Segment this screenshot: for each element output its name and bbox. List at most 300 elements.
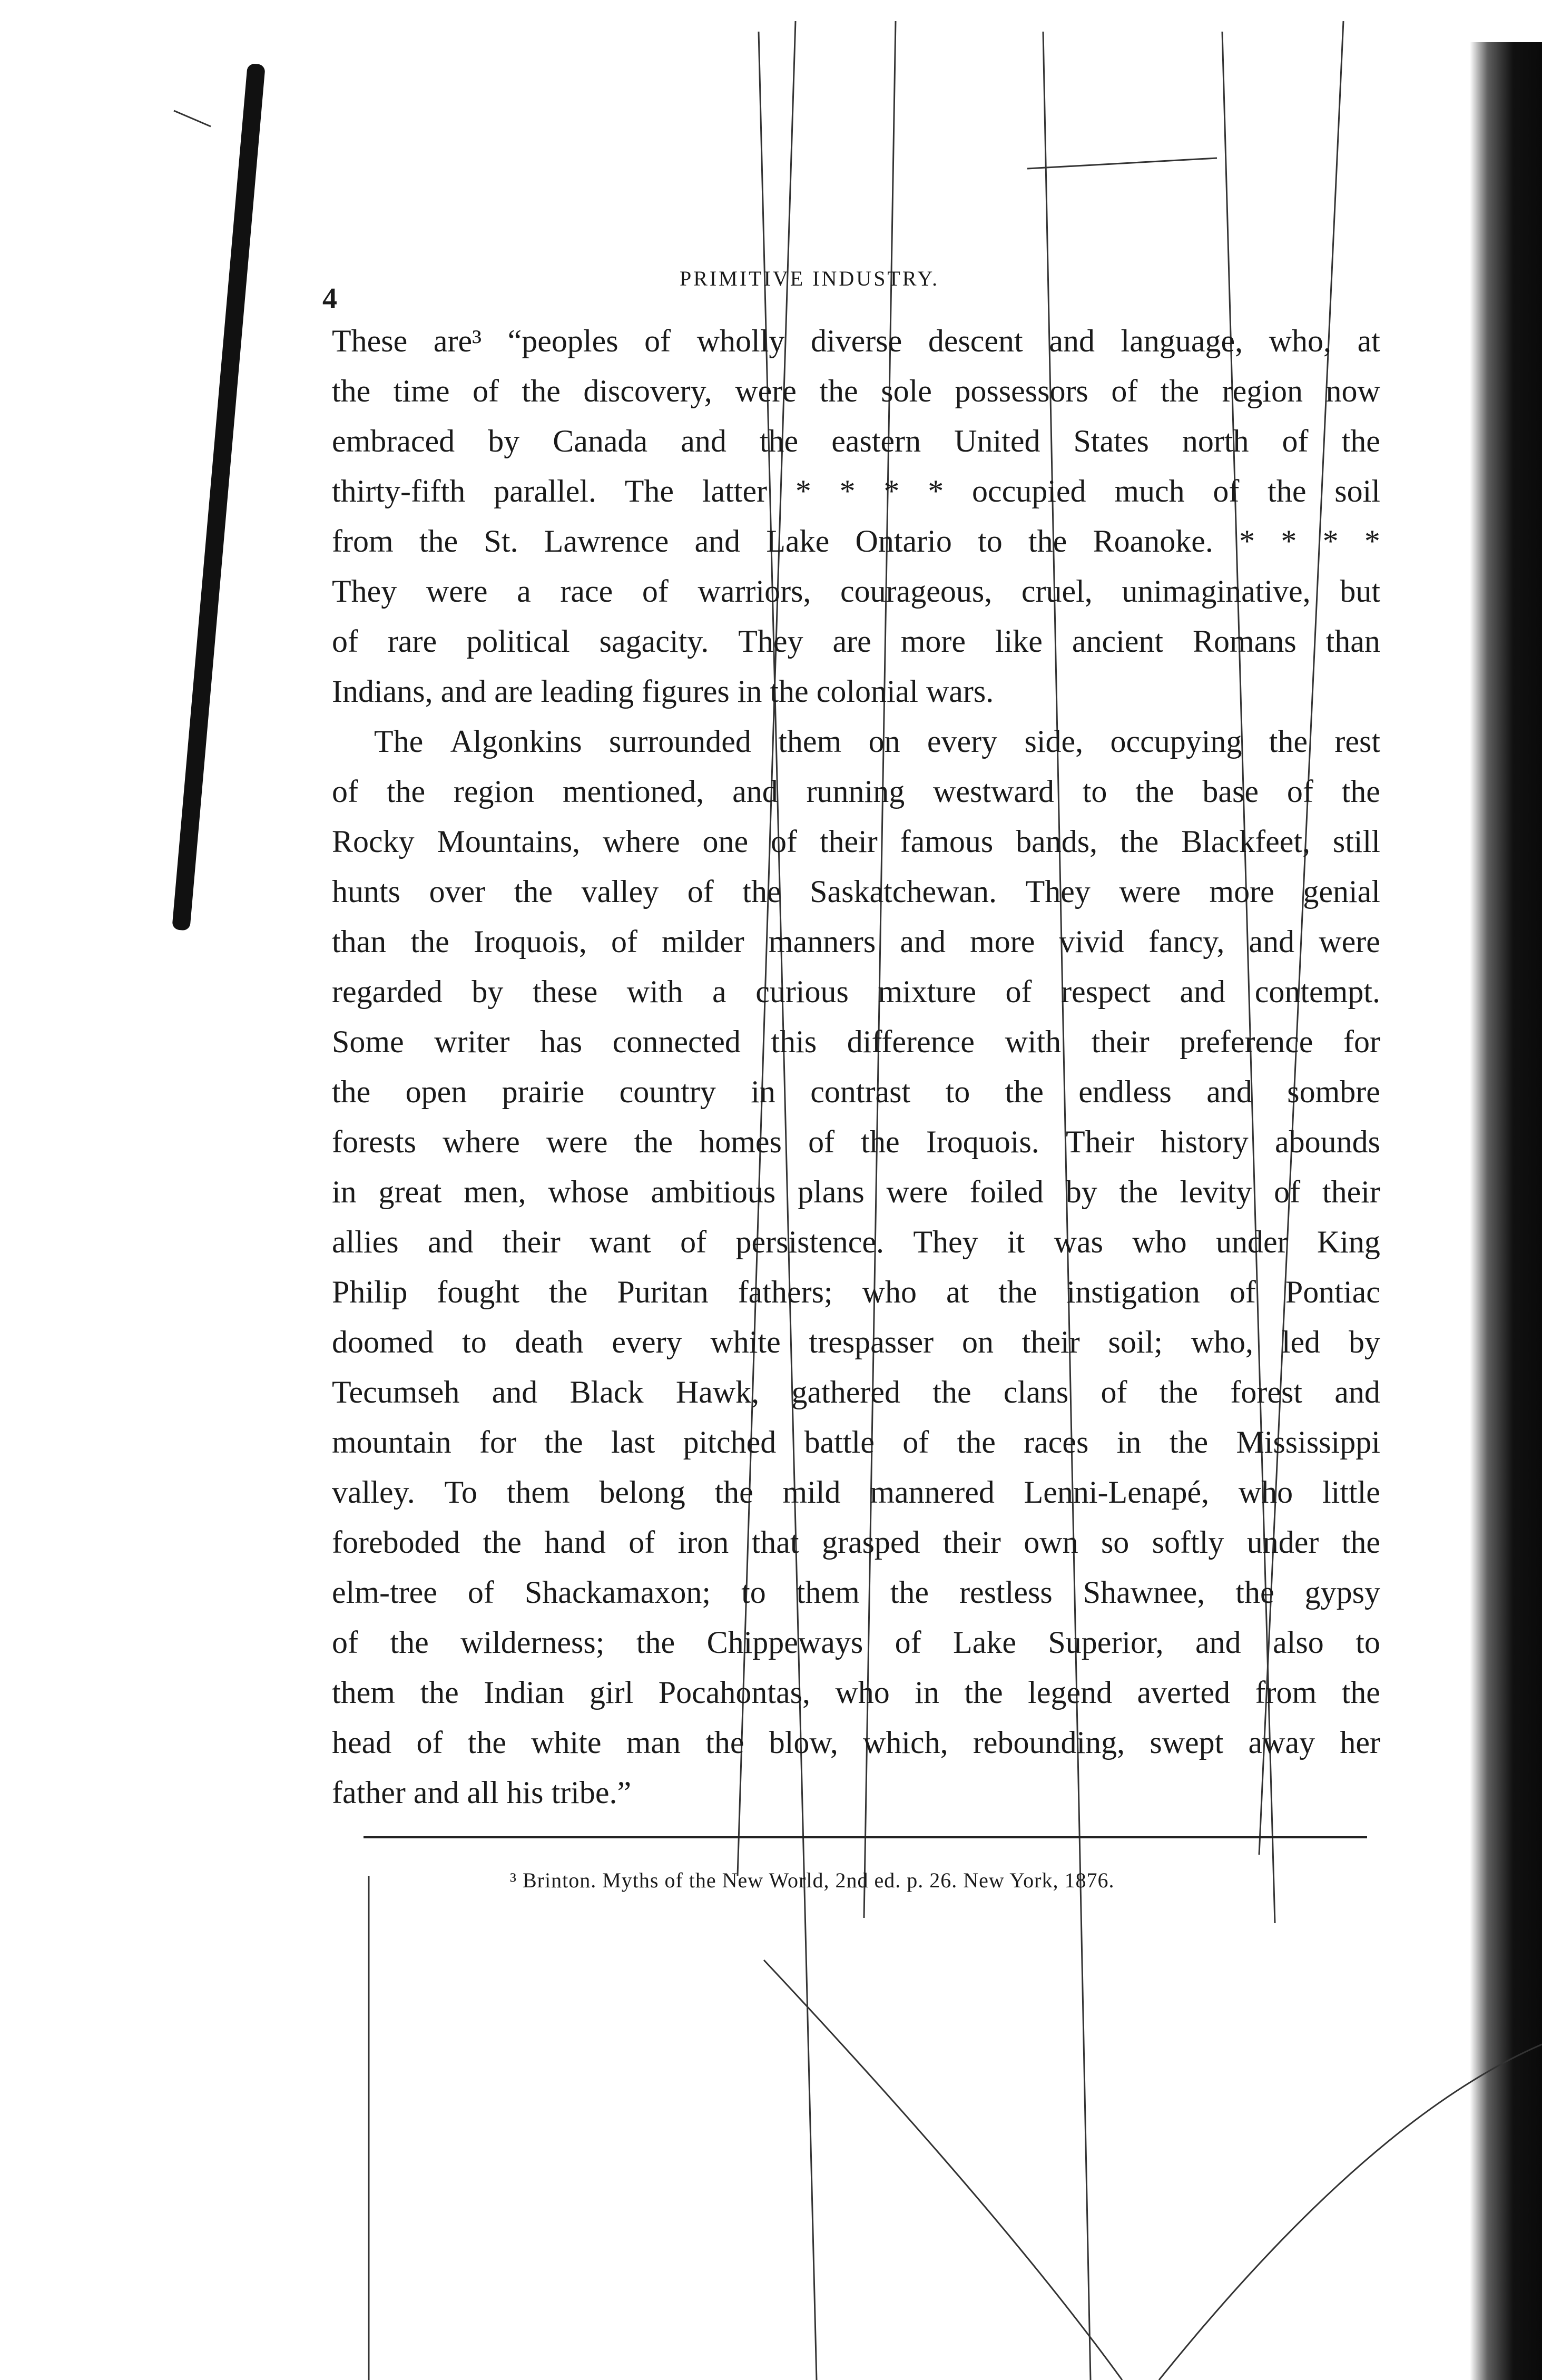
- word: were: [546, 1124, 608, 1159]
- word: foreboded: [332, 1525, 460, 1560]
- word: contempt.: [1254, 974, 1380, 1009]
- word: were: [886, 1174, 948, 1209]
- text-line: [332, 466, 1380, 516]
- word: wilderness;: [460, 1625, 605, 1660]
- word: and: [1334, 1375, 1380, 1409]
- word: more: [1209, 874, 1274, 909]
- word: to: [1082, 774, 1107, 809]
- word: the: [544, 1425, 583, 1460]
- word: manners: [768, 924, 876, 959]
- word: to: [462, 1325, 487, 1359]
- text-line: [332, 516, 1380, 566]
- word: doomed: [332, 1325, 434, 1359]
- word: of: [332, 624, 358, 659]
- word: the: [705, 1725, 744, 1760]
- text-line: [332, 566, 1380, 616]
- word: by: [1065, 1174, 1097, 1209]
- word: on: [961, 1325, 994, 1359]
- word: forests: [332, 1124, 416, 1159]
- word: from: [332, 524, 394, 559]
- word: of: [611, 924, 638, 959]
- text-line: [332, 316, 1380, 366]
- word: in: [915, 1675, 939, 1710]
- word: difference: [847, 1024, 975, 1059]
- word: of: [902, 1425, 929, 1460]
- word: open: [405, 1074, 467, 1109]
- word: much: [1114, 474, 1185, 508]
- word: *: [795, 474, 811, 508]
- word: King: [1317, 1225, 1380, 1259]
- word: history: [1161, 1124, 1249, 1159]
- word: The: [624, 474, 674, 508]
- word: sagacity.: [599, 624, 709, 659]
- text-line: [332, 867, 1380, 917]
- word: States: [1073, 424, 1149, 458]
- word: the: [1028, 524, 1067, 559]
- word: connected: [612, 1024, 741, 1059]
- word: the: [1235, 1575, 1274, 1610]
- word: of: [1229, 1275, 1256, 1309]
- text-line: [332, 1117, 1380, 1167]
- word: region: [1222, 374, 1303, 408]
- word: the: [1341, 424, 1380, 458]
- word: legend: [1028, 1675, 1113, 1710]
- word: soil;: [1108, 1325, 1163, 1359]
- word: Puritan: [617, 1275, 709, 1309]
- word: the: [861, 1124, 900, 1159]
- word: more: [970, 924, 1035, 959]
- word: These: [332, 324, 408, 358]
- word: in: [1116, 1425, 1142, 1460]
- word: of: [1005, 974, 1032, 1009]
- word: Mountains,: [437, 824, 581, 859]
- word: Iroquois.: [926, 1124, 1039, 1159]
- word: great: [378, 1174, 442, 1209]
- word: their: [1022, 1325, 1080, 1359]
- word: who: [862, 1275, 917, 1309]
- word: language,: [1121, 324, 1243, 358]
- word: their: [502, 1225, 561, 1259]
- word: of: [473, 374, 499, 408]
- word: sole: [881, 374, 932, 408]
- word: westward: [933, 774, 1054, 809]
- text-line: [332, 1017, 1380, 1067]
- word: clans: [1003, 1375, 1069, 1409]
- word: Saskatchewan.: [810, 874, 997, 909]
- word: races: [1024, 1425, 1089, 1460]
- word: and: [694, 524, 741, 559]
- word: The: [374, 724, 424, 759]
- word: own: [1024, 1525, 1078, 1560]
- word: of: [642, 574, 669, 609]
- word: Shackamaxon;: [524, 1575, 711, 1610]
- word: the: [819, 374, 858, 408]
- word: also: [1273, 1625, 1324, 1660]
- word: every: [927, 724, 998, 759]
- text-line: [332, 1067, 1380, 1117]
- word: the: [410, 924, 449, 959]
- word: They: [913, 1225, 978, 1259]
- text-line: [332, 817, 1380, 867]
- word: north: [1182, 424, 1249, 458]
- word: famous: [900, 824, 994, 859]
- word: pitched: [683, 1425, 777, 1460]
- word: the: [549, 1275, 588, 1309]
- word: these: [532, 974, 598, 1009]
- word: regarded: [332, 974, 443, 1009]
- text-line: [332, 1417, 1380, 1467]
- text-line: [332, 1217, 1380, 1267]
- word: which,: [863, 1725, 948, 1760]
- text-line: [332, 1517, 1380, 1568]
- word: in: [751, 1074, 775, 1109]
- word: Superior,: [1048, 1625, 1164, 1660]
- word: are³: [433, 324, 482, 358]
- word: the: [1135, 774, 1174, 809]
- word: country: [619, 1074, 716, 1109]
- word: Their: [1066, 1124, 1134, 1159]
- word: Chippeways: [706, 1625, 863, 1660]
- word: trespasser: [809, 1325, 934, 1359]
- word: Blackfeet,: [1181, 824, 1311, 859]
- word: at: [946, 1275, 969, 1309]
- text-line: [332, 1267, 1380, 1317]
- word: of: [644, 324, 671, 358]
- word: who: [1132, 1225, 1187, 1259]
- scan-shadow-edge: [1470, 42, 1542, 2380]
- word: the: [759, 424, 799, 458]
- word: They: [332, 574, 397, 609]
- word: *: [1239, 524, 1255, 559]
- word: base: [1202, 774, 1259, 809]
- word: belong: [599, 1475, 685, 1510]
- word: their: [942, 1525, 1001, 1560]
- word: *: [1281, 524, 1297, 559]
- word: has: [540, 1024, 583, 1059]
- word: a: [517, 574, 531, 609]
- word: the: [1169, 1425, 1209, 1460]
- word: it: [1007, 1225, 1025, 1259]
- word: Mississippi: [1236, 1425, 1380, 1460]
- word: the: [1119, 824, 1159, 859]
- word: and: [732, 774, 778, 809]
- word: mentioned,: [563, 774, 704, 809]
- text-line: [332, 1568, 1380, 1618]
- word: of: [680, 1225, 707, 1259]
- word: of: [770, 824, 797, 859]
- word: at: [1357, 324, 1380, 358]
- word: persistence.: [735, 1225, 885, 1259]
- word: Lake: [953, 1625, 1016, 1660]
- word: fought: [437, 1275, 520, 1309]
- word: where: [603, 824, 680, 859]
- text-line: [332, 967, 1380, 1017]
- word: abounds: [1275, 1124, 1380, 1159]
- word: endless: [1078, 1074, 1172, 1109]
- word: prairie: [502, 1074, 585, 1109]
- word: Hawk,: [675, 1375, 760, 1409]
- word: plans: [798, 1174, 865, 1209]
- word: discovery,: [583, 374, 712, 408]
- word: preference: [1180, 1024, 1313, 1059]
- word: ancient: [1072, 624, 1164, 659]
- word: occupying: [1110, 724, 1242, 759]
- word: rebounding,: [973, 1725, 1125, 1760]
- word: away: [1248, 1725, 1315, 1760]
- word: of: [1274, 1174, 1301, 1209]
- word: *: [1364, 524, 1380, 559]
- word: gathered: [791, 1375, 900, 1409]
- word: hunts: [332, 874, 401, 909]
- word: who,: [1191, 1325, 1254, 1359]
- word: race: [560, 574, 613, 609]
- word: courageous,: [840, 574, 993, 609]
- word: To: [444, 1475, 477, 1510]
- word: time: [393, 374, 450, 408]
- scan-line: [1027, 158, 1217, 169]
- text-line: [332, 1367, 1380, 1417]
- word: the: [1269, 724, 1308, 759]
- word: rare: [387, 624, 437, 659]
- word: homes: [699, 1124, 782, 1159]
- word: side,: [1024, 724, 1084, 759]
- word: gypsy: [1304, 1575, 1380, 1610]
- word: respect: [1061, 974, 1151, 1009]
- word: the: [467, 1725, 506, 1760]
- word: of: [467, 1575, 494, 1610]
- word: was: [1054, 1225, 1103, 1259]
- text-line: [332, 1668, 1380, 1718]
- word: than: [332, 924, 387, 959]
- word: They: [738, 624, 803, 659]
- word: man: [626, 1725, 681, 1760]
- scan-line: [174, 111, 211, 126]
- word: forest: [1230, 1375, 1302, 1409]
- word: Black: [569, 1375, 644, 1409]
- text-line: [332, 416, 1380, 466]
- word: softly: [1152, 1525, 1224, 1560]
- word: averted: [1137, 1675, 1231, 1710]
- word: now: [1325, 374, 1380, 408]
- word: the: [483, 1525, 522, 1560]
- word: whose: [548, 1174, 629, 1209]
- word: to: [1356, 1625, 1380, 1660]
- word: cruel,: [1021, 574, 1093, 609]
- word: every: [612, 1325, 682, 1359]
- word: the: [964, 1675, 1003, 1710]
- word: the: [1341, 774, 1380, 809]
- page-number: 4: [322, 282, 337, 315]
- text-line: father and all his tribe.”: [332, 1775, 632, 1810]
- word: led: [1281, 1325, 1321, 1359]
- word: Tecumseh: [332, 1375, 460, 1409]
- word: under: [1246, 1525, 1319, 1560]
- footnote: ³ Brinton. Myths of the New World, 2nd ed. p. 26. New York, 1876.: [510, 1868, 1115, 1892]
- word: hand: [544, 1525, 606, 1560]
- word: parallel.: [494, 474, 596, 508]
- word: Pocahontas,: [658, 1675, 810, 1710]
- word: the: [636, 1625, 675, 1660]
- word: fancy,: [1148, 924, 1225, 959]
- word: of: [1101, 1375, 1127, 1409]
- word: were: [426, 574, 488, 609]
- word: with: [626, 974, 683, 1009]
- word: them: [332, 1675, 395, 1710]
- word: that: [751, 1525, 799, 1560]
- word: political: [466, 624, 570, 659]
- word: descent: [928, 324, 1023, 358]
- word: genial: [1303, 874, 1380, 909]
- word: and: [681, 424, 726, 458]
- word: possessors: [955, 374, 1088, 408]
- word: a: [712, 974, 726, 1009]
- word: for: [479, 1425, 516, 1460]
- text-line: Indians, and are leading figures in the colonial wars.: [332, 674, 994, 709]
- word: who: [835, 1675, 890, 1710]
- word: and: [1195, 1625, 1241, 1660]
- word: Indian: [484, 1675, 565, 1710]
- word: restless: [959, 1575, 1053, 1610]
- word: occupied: [971, 474, 1086, 508]
- word: one: [702, 824, 749, 859]
- word: the: [522, 374, 561, 408]
- word: sombre: [1287, 1074, 1380, 1109]
- word: and: [900, 924, 946, 959]
- word: foiled: [969, 1174, 1044, 1209]
- word: thirty-fifth: [332, 474, 466, 508]
- word: unimaginative,: [1122, 574, 1311, 609]
- word: death: [515, 1325, 584, 1359]
- text-line: [332, 1618, 1380, 1668]
- word: and: [427, 1225, 474, 1259]
- word: on: [868, 724, 900, 759]
- word: levity: [1180, 1174, 1252, 1209]
- word: Shawnee,: [1083, 1575, 1205, 1610]
- word: wholly: [696, 324, 785, 358]
- word: of: [332, 1625, 358, 1660]
- word: so: [1101, 1525, 1130, 1560]
- word: where: [443, 1124, 520, 1159]
- word: white: [531, 1725, 602, 1760]
- word: by: [472, 974, 504, 1009]
- word: Roanoke.: [1093, 524, 1213, 559]
- word: United: [954, 424, 1040, 458]
- word: last: [611, 1425, 655, 1460]
- word: the: [390, 1625, 429, 1660]
- word: Algonkins: [450, 724, 582, 759]
- text-line: [332, 616, 1380, 667]
- word: of: [895, 1625, 921, 1660]
- word: latter: [702, 474, 768, 508]
- word: girl: [589, 1675, 634, 1710]
- word: the: [932, 1375, 971, 1409]
- word: elm-tree: [332, 1575, 437, 1610]
- word: who,: [1269, 324, 1332, 358]
- word: the: [634, 1124, 673, 1159]
- word: their: [1091, 1024, 1150, 1059]
- word: with: [1005, 1024, 1062, 1059]
- word: St.: [484, 524, 518, 559]
- text-line: [332, 1467, 1380, 1517]
- word: mixture: [878, 974, 976, 1009]
- word: eastern: [831, 424, 921, 458]
- word: like: [995, 624, 1043, 659]
- word: from: [1255, 1675, 1317, 1710]
- word: in: [332, 1174, 357, 1209]
- word: valley: [581, 874, 659, 909]
- word: soil: [1334, 474, 1380, 508]
- word: and: [1049, 324, 1095, 358]
- word: curious: [755, 974, 849, 1009]
- word: the: [957, 1425, 996, 1460]
- word: Rocky: [332, 824, 415, 859]
- word: little: [1322, 1475, 1380, 1510]
- word: milder: [662, 924, 744, 959]
- word: the: [1160, 374, 1200, 408]
- word: writer: [434, 1024, 510, 1059]
- word: Iroquois,: [473, 924, 587, 959]
- word: valley.: [332, 1475, 415, 1510]
- word: Some: [332, 1024, 404, 1059]
- word: of: [416, 1725, 443, 1760]
- body-text: [332, 316, 1380, 1818]
- word: *: [928, 474, 944, 508]
- word: by: [1348, 1325, 1380, 1359]
- word: of: [332, 774, 358, 809]
- word: the: [1341, 1525, 1380, 1560]
- word: of: [687, 874, 714, 909]
- word: Romans: [1193, 624, 1297, 659]
- word: this: [771, 1024, 817, 1059]
- word: Lenni-Lenapé,: [1024, 1475, 1210, 1510]
- word: were: [1319, 924, 1380, 959]
- text-line: [332, 917, 1380, 967]
- word: contrast: [810, 1074, 911, 1109]
- word: the: [742, 874, 781, 909]
- scan-curve: [764, 1960, 1122, 2380]
- word: bands,: [1016, 824, 1098, 859]
- word: are: [832, 624, 871, 659]
- word: mannered: [870, 1475, 995, 1510]
- word: *: [839, 474, 856, 508]
- text-line: [332, 366, 1380, 416]
- word: were: [1119, 874, 1181, 909]
- word: the: [386, 774, 426, 809]
- word: of: [1111, 374, 1138, 408]
- word: but: [1340, 574, 1380, 609]
- word: Lawrence: [544, 524, 669, 559]
- text-line: [332, 717, 1380, 767]
- word: Philip: [332, 1275, 408, 1309]
- word: the: [1268, 474, 1307, 508]
- word: white: [710, 1325, 781, 1359]
- word: allies: [332, 1225, 399, 1259]
- word: *: [1322, 524, 1339, 559]
- word: the: [714, 1475, 753, 1510]
- word: the: [890, 1575, 929, 1610]
- word: Lake: [766, 524, 830, 559]
- word: the: [420, 1675, 459, 1710]
- word: her: [1340, 1725, 1380, 1760]
- word: the: [1341, 1675, 1380, 1710]
- word: under: [1215, 1225, 1288, 1259]
- word: mountain: [332, 1425, 451, 1460]
- text-line: [332, 1718, 1380, 1768]
- word: their: [1322, 1174, 1380, 1209]
- word: of: [808, 1124, 835, 1159]
- word: battle: [804, 1425, 875, 1460]
- word: vivid: [1059, 924, 1124, 959]
